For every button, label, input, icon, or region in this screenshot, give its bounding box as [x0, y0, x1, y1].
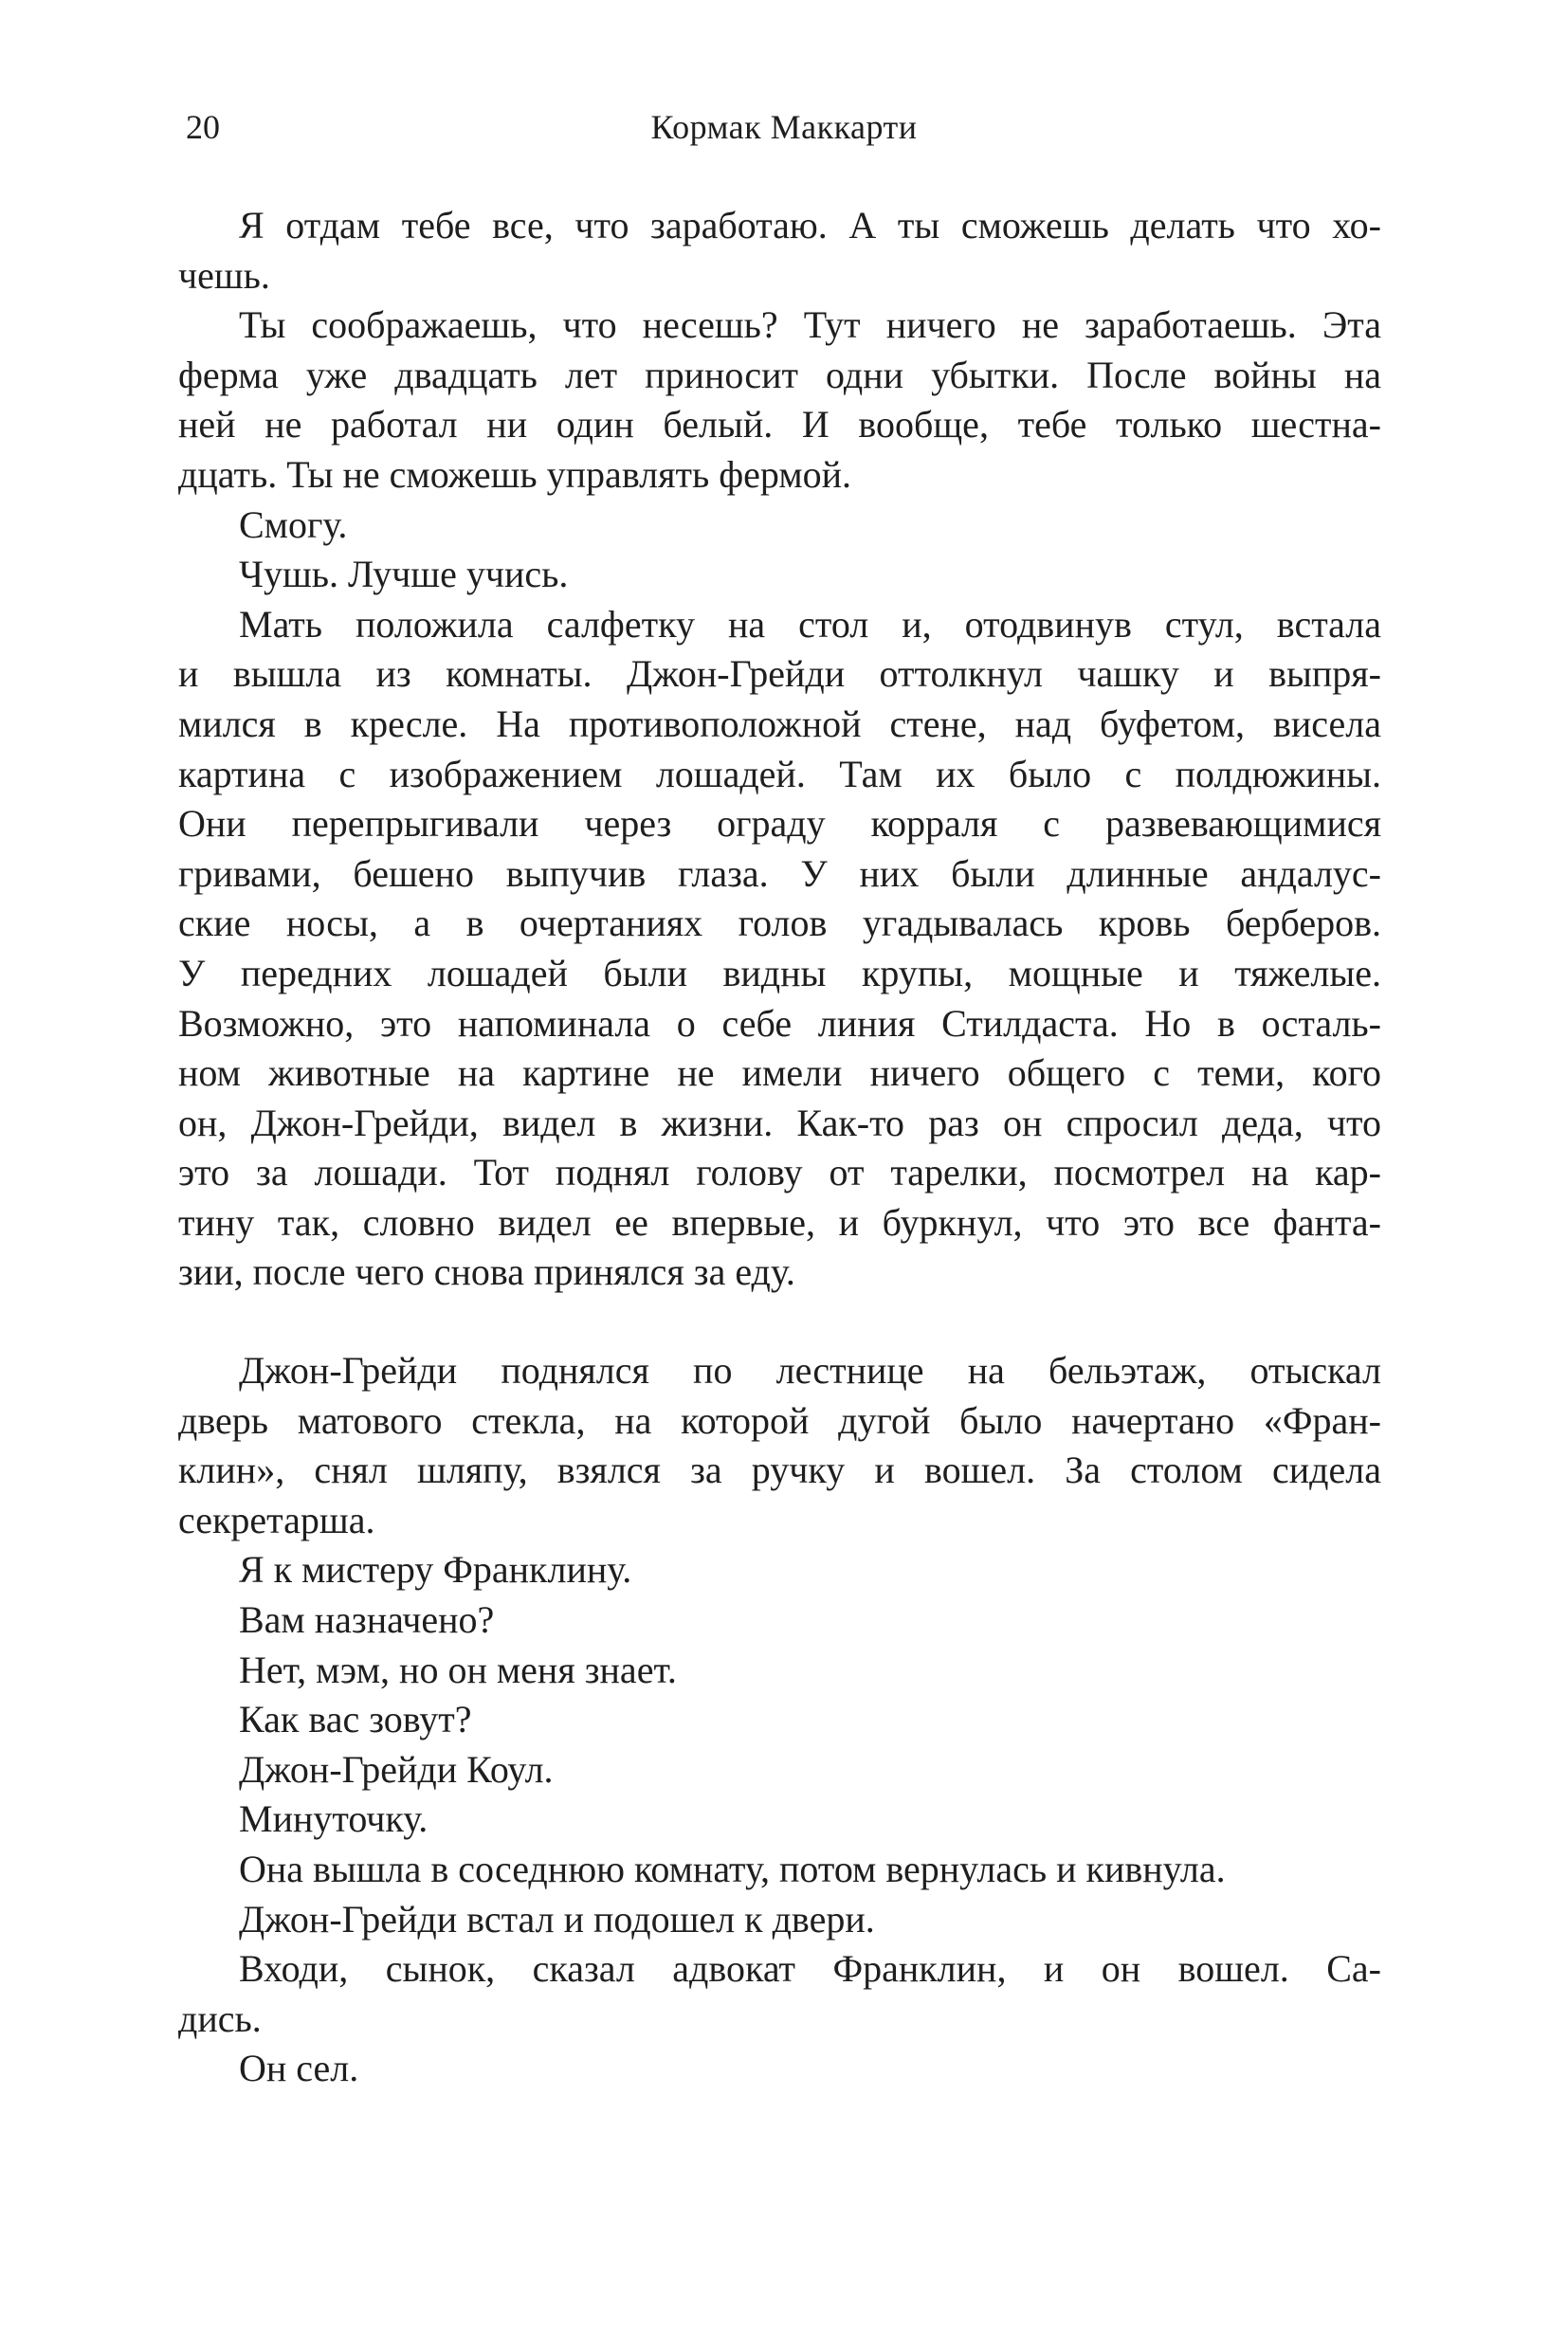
running-head: Кормак Маккарти — [650, 108, 918, 146]
paragraph — [239, 1845, 1381, 1895]
text-line: ном животные на картине не имели ничего общего с теми, кого — [178, 1051, 1381, 1095]
text-line: тину так, словно видел ее впервые, и буркнул, что это все фанта- — [178, 1200, 1381, 1244]
text-line: дверь матового стекла, на которой дугой было начертано «Фран- — [178, 1398, 1381, 1442]
text-line: Минуточку. — [239, 1797, 428, 1841]
paragraph — [239, 1745, 1381, 1795]
paragraph — [239, 501, 1381, 551]
text-line: Джон-Грейди встал и подошел к двери. — [239, 1897, 875, 1941]
paragraph — [239, 1545, 1381, 1595]
text-section-one — [178, 201, 1381, 1298]
text-line: картина с изображением лошадей. Там их было с полдюжины. — [178, 752, 1381, 795]
text-line: он, Джон-Грейди, видел в жизни. Как-то раз он спросил деда, что — [178, 1101, 1381, 1144]
text-line: ские носы, а в очертаниях голов угадывалась кровь берберов. — [178, 902, 1381, 945]
text-line: мился в кресле. На противоположной стене, над буфетом, висела — [178, 702, 1381, 745]
text-line: дись. — [178, 1996, 262, 2040]
text-line: секретарша. — [178, 1498, 375, 1541]
paragraph — [178, 600, 1381, 1298]
text-line: У передних лошадей были видны крупы, мощные и тяжелые. — [178, 951, 1381, 994]
text-line: Он сел. — [239, 2047, 359, 2090]
text-section-two — [178, 1346, 1381, 2094]
text-line: Нет, мэм, но он меня знает. — [239, 1648, 677, 1691]
paragraph — [239, 2044, 1381, 2094]
page-number: 20 — [186, 108, 220, 146]
text-line: ней не работал ни один белый. И вообще, тебе только шестна- — [178, 403, 1381, 447]
paragraph — [239, 1646, 1381, 1696]
paragraph — [178, 1944, 1381, 2044]
paragraph — [239, 1695, 1381, 1745]
text-line: Входи, сынок, сказал адвокат Франклин, и он вошел. Са- — [239, 1947, 1381, 1991]
text-line: гривами, бешено выпучив глаза. У них были длинные андалус- — [178, 851, 1381, 895]
text-line: Вам назначено? — [239, 1597, 495, 1641]
text-line: дцать. Ты не сможешь управлять фермой. — [178, 452, 852, 496]
text-line: Как вас зовут? — [239, 1698, 472, 1741]
paragraph — [178, 1346, 1381, 1545]
paragraph — [239, 1895, 1381, 1945]
paragraph — [178, 301, 1381, 500]
text-line: клин», снял шляпу, взялся за ручку и вошел. За столом сидела — [178, 1449, 1381, 1492]
text-line: это за лошади. Тот поднял голову от тарелки, посмотрел на кар- — [178, 1151, 1381, 1194]
text-line: Смогу. — [239, 502, 348, 546]
text-line: и вышла из комнаты. Джон-Грейди оттолкнул чашку и выпря- — [178, 652, 1381, 696]
text-line: Мать положила салфетку на стол и, отодвинув стул, встала — [239, 602, 1381, 646]
text-line: Я к мистеру Франклину. — [239, 1548, 632, 1592]
paragraph — [239, 1595, 1381, 1646]
paragraph — [178, 201, 1381, 301]
text-line: Джон-Грейди поднялся по лестнице на бельэтаж, отыскал — [239, 1349, 1381, 1392]
text-line: Чушь. Лучше учись. — [239, 553, 569, 596]
text-line: Они перепрыгивали через ограду корраля с развевающимися — [178, 802, 1381, 846]
text-line: Я отдам тебе все, что заработаю. А ты сможешь делать что хо- — [239, 204, 1381, 246]
paragraph — [239, 1795, 1381, 1845]
text-line: Ты соображаешь, что несешь? Тут ничего не заработаешь. Эта — [239, 303, 1381, 347]
text-line: зии, после чего снова принялся за еду. — [178, 1250, 795, 1294]
paragraph — [239, 550, 1381, 600]
text-line: Джон-Грейди Коул. — [239, 1747, 554, 1791]
text-line: Возможно, это напоминала о себе линия Стилдаста. Но в осталь- — [178, 1001, 1381, 1045]
text-line: ферма уже двадцать лет приносит одни убытки. После войны на — [178, 353, 1381, 396]
text-line: Она вышла в соседнюю комнату, потом вернулась и кивнула. — [239, 1847, 1226, 1890]
text-line: чешь. — [178, 253, 270, 297]
